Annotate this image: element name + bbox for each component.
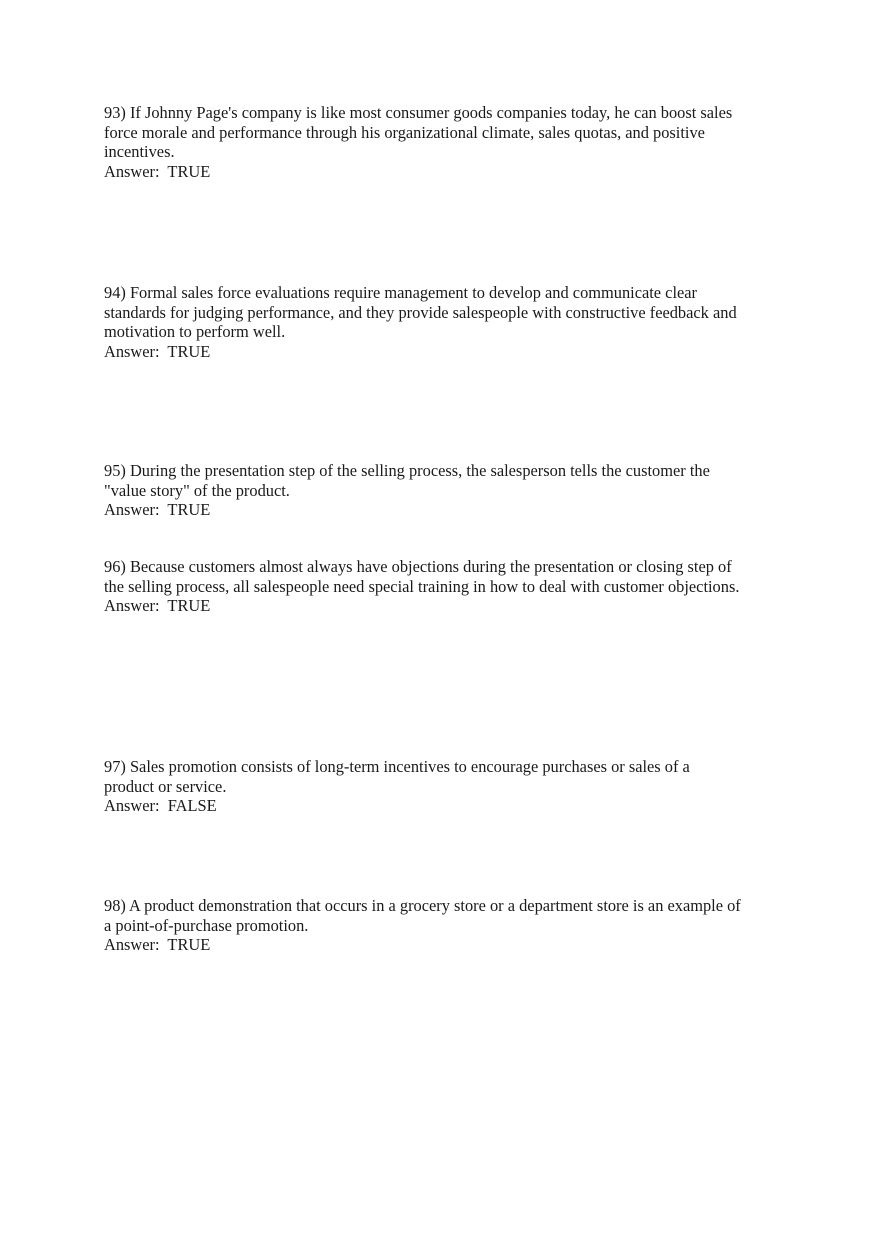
question-text-line: 96) Because customers almost always have objections during the presentation or closing step of xyxy=(104,557,732,576)
question-text-line: standards for judging performance, and they provide salespeople with constructive feedback and xyxy=(104,302,737,322)
question-98 xyxy=(104,896,794,955)
answer-text: Answer: TRUE xyxy=(104,161,211,181)
question-text-line: "value story" of the product. xyxy=(104,480,290,500)
answer-text: Answer: TRUE xyxy=(104,935,211,955)
question-96 xyxy=(104,557,794,616)
question-text-line: a point-of-purchase promotion. xyxy=(104,915,309,935)
question-text-line: force morale and performance through his organizational climate, sales quotas, and positive xyxy=(104,122,705,142)
question-97 xyxy=(104,757,794,816)
answer-text: Answer: TRUE xyxy=(104,500,211,520)
question-text-line: 98) A product demonstration that occurs in a grocery store or a department store is an example of xyxy=(104,896,741,915)
question-text-line: 95) During the presentation step of the selling process, the salesperson tells the customer the xyxy=(104,461,710,480)
question-93 xyxy=(104,103,794,181)
answer-text: Answer: TRUE xyxy=(104,341,211,361)
answer-text: Answer: TRUE xyxy=(104,596,211,616)
question-text-line: product or service. xyxy=(104,776,227,796)
question-text-line: 94) Formal sales force evaluations require management to develop and communicate clear xyxy=(104,283,698,302)
question-text-line: 97) Sales promotion consists of long-term incentives to encourage purchases or sales of a xyxy=(104,757,690,776)
question-text-line: incentives. xyxy=(104,142,175,162)
question-95 xyxy=(104,461,794,520)
question-94 xyxy=(104,283,794,361)
question-text-line: 93) If Johnny Page's company is like most consumer goods companies today, he can boost sales xyxy=(104,103,733,122)
question-text-line: the selling process, all salespeople need special training in how to deal with customer objections. xyxy=(104,576,740,596)
answer-text: Answer: FALSE xyxy=(104,796,217,816)
question-text-line: motivation to perform well. xyxy=(104,322,286,342)
